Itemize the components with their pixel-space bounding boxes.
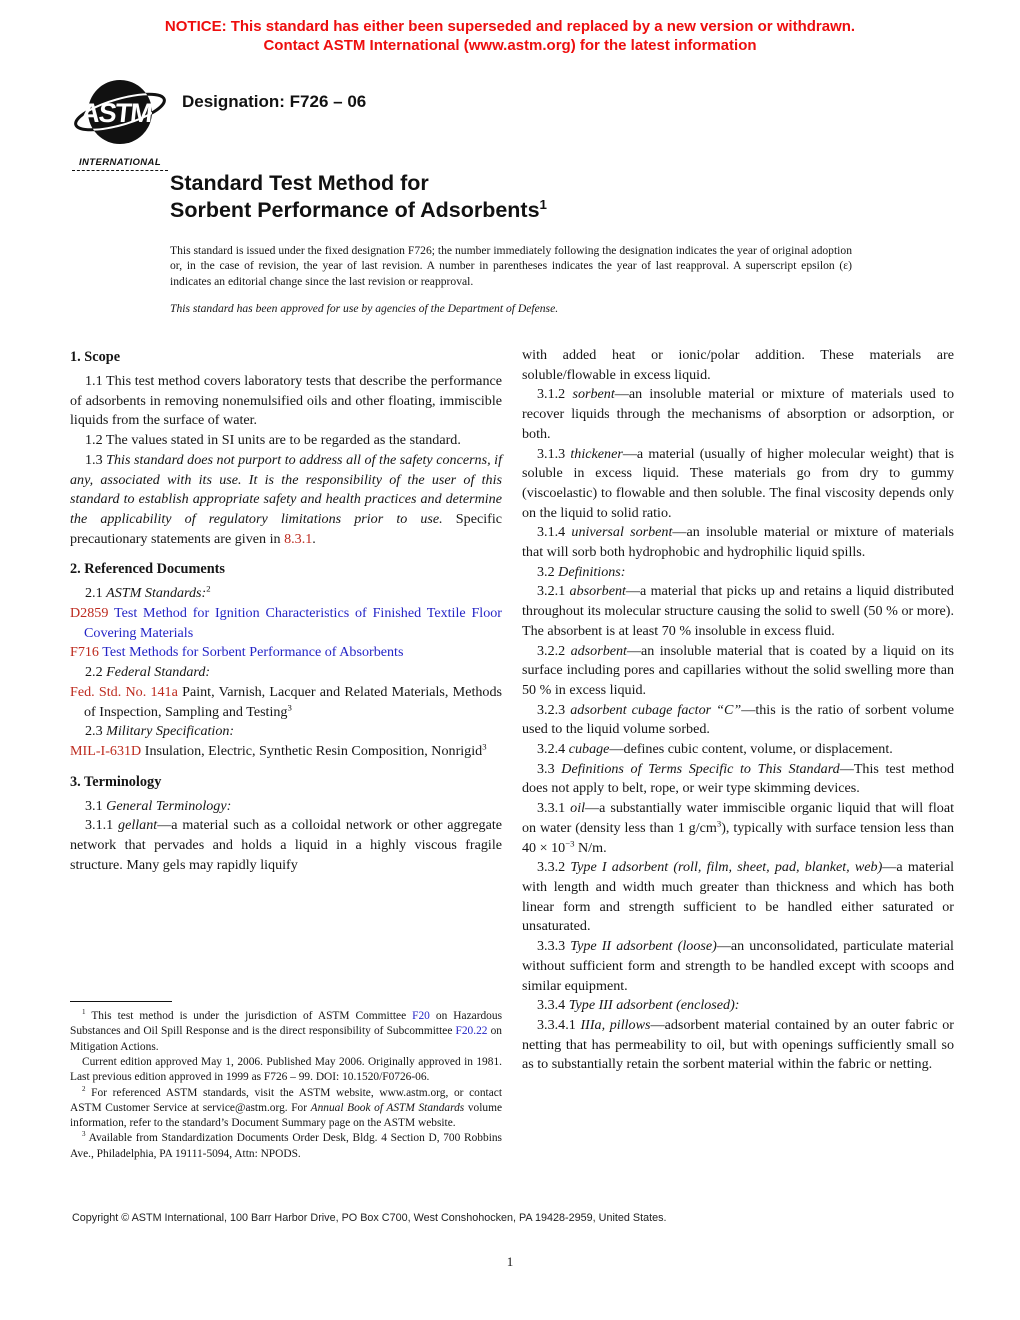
superscript-marker: 1 xyxy=(539,196,547,212)
text-run: —an insoluble material or mixture of materials that will sorb both hydrophobic and hydrophilic liquid spills. xyxy=(522,524,954,561)
dod-approval-note: This standard has been approved for use by agencies of the Department of Defense. xyxy=(170,302,559,315)
page-number: 1 xyxy=(506,1254,514,1269)
footnote-1b xyxy=(70,1055,502,1086)
para-3-1-4 xyxy=(522,523,954,562)
copyright-line: Copyright © ASTM International, 100 Barr Harbor Drive, PO Box C700, West Conshohocken, PA 19428-2959, United States. xyxy=(72,1212,667,1224)
para-3-1-1-continued xyxy=(522,346,954,385)
para-2-1 xyxy=(70,584,502,604)
text-run: —a material such as a colloidal network or other aggregate network that pervades and holds a liquid in a highly viscous fragile structure. Many gels may rapidly liquify xyxy=(70,817,502,873)
superscript-marker: 2 xyxy=(206,583,211,594)
right-column xyxy=(522,346,954,1162)
text-run: 3.2.3 xyxy=(537,701,571,718)
masthead xyxy=(72,76,366,171)
footnote-3 xyxy=(70,1131,502,1162)
para-3-2 xyxy=(522,563,954,583)
text-run: General Terminology: xyxy=(106,797,232,814)
astm-logo-subtitle: INTERNATIONAL xyxy=(72,157,168,171)
text-run: This test method is under the jurisdiction of ASTM Committee xyxy=(85,1010,413,1023)
para-1-3 xyxy=(70,451,502,550)
text-run: 2.1 xyxy=(85,585,107,602)
text-run: Definitions of Terms Specific to This Standard xyxy=(561,760,840,777)
para-1-2 xyxy=(70,431,502,451)
text-run: IIIa, pillows xyxy=(580,1016,651,1033)
text-run: 3.3.2 xyxy=(537,859,571,876)
text-run: Type I adsorbent (roll, film, sheet, pad, blanket, web) xyxy=(570,859,883,876)
text-run: 3.3.4 xyxy=(537,997,569,1014)
reference-link[interactable]: MIL-I-631D xyxy=(70,742,142,759)
text-run: —this is the ratio of sorbent volume used to the liquid volume sorbed. xyxy=(522,701,954,738)
para-3-2-4 xyxy=(522,740,954,760)
text-run: Annual Book of ASTM Standards xyxy=(310,1101,465,1114)
footnotes xyxy=(70,1001,502,1162)
para-3-1-3 xyxy=(522,445,954,524)
reference-link[interactable]: F716 xyxy=(70,644,99,661)
text-run: 3.2.4 xyxy=(537,741,569,758)
text-run: —a substantially water immiscible organic liquid that will float on water (density less than 1 g/cm xyxy=(522,800,954,836)
para-3-3-4 xyxy=(522,996,954,1016)
text-run: Definitions: xyxy=(558,563,626,580)
text-run: —a material with length and width much greater than thickness and which has both linear form and strength sufficient to be handled either saturated or unsaturated. xyxy=(522,859,954,935)
text-run: For referenced ASTM standards, visit the ASTM website, www.astm.org, or contact ASTM Customer Service at service@astm.org. For xyxy=(70,1086,502,1114)
reference-link[interactable]: Test Methods for Sorbent Performance of Absorbents xyxy=(102,644,404,661)
text-run: 3.1 xyxy=(85,797,107,814)
text-run: Type II adsorbent (loose) xyxy=(570,938,717,955)
para-3-3-3 xyxy=(522,937,954,996)
footnote-divider xyxy=(70,1001,172,1002)
left-column xyxy=(70,346,502,1162)
reference-link[interactable]: Fed. Std. No. 141a xyxy=(70,683,178,700)
text-run: —This test method does not apply to belt, rope, or weir type skimming devices. xyxy=(522,760,955,797)
text-run: thickener xyxy=(570,445,623,462)
para-2-2 xyxy=(70,663,502,683)
text-run: Federal Standard: xyxy=(106,664,211,681)
text-run: cubage xyxy=(568,741,610,758)
para-3-2-2 xyxy=(522,642,954,701)
superscript-marker: −3 xyxy=(565,837,575,848)
text-run: adsorbent cubage factor “C” xyxy=(570,701,742,718)
text-run: 3.3.3 xyxy=(537,938,571,955)
text-run: 1.1 This test method covers laboratory tests that describe the performance of adsorbents in removing nonemulsified oils and other floating, immiscible liquids from the surface of water. xyxy=(70,373,502,429)
text-run: 2.2 xyxy=(85,664,107,681)
superscript-marker: 3 xyxy=(482,741,487,752)
para-1-1 xyxy=(70,372,502,431)
section-3-heading: 3. Terminology xyxy=(70,773,162,790)
reference-fed-std-141a xyxy=(70,683,502,722)
para-3-3-2 xyxy=(522,858,954,937)
text-run: 3.1.1 xyxy=(85,817,119,834)
para-3-1-2 xyxy=(522,385,954,444)
para-3-2-3 xyxy=(522,701,954,740)
text-run: adsorbent xyxy=(570,642,627,659)
notice-line-1: NOTICE: This standard has either been superseded and replaced by a new version or withdrawn. xyxy=(164,18,856,35)
text-run: 3.1.3 xyxy=(537,445,571,462)
text-run: volume information, refer to the standard’s Document Summary page on the ASTM website. xyxy=(70,1101,503,1130)
para-3-3-4-1 xyxy=(522,1016,954,1075)
reference-d2859 xyxy=(70,604,502,643)
text-run: 3.2.2 xyxy=(537,642,571,659)
text-run: oil xyxy=(570,800,586,817)
section-1-heading: 1. Scope xyxy=(70,349,121,365)
supersession-notice xyxy=(0,18,1020,55)
text-run: —an insoluble material or mixture of materials used to recover liquids through the mechanisms of absorption or adsorption, or both. xyxy=(522,386,954,442)
text-run: Specific precautionary statements are given in xyxy=(70,510,502,547)
para-3-3 xyxy=(522,760,954,799)
astm-logo-text: ASTM xyxy=(79,97,154,128)
para-3-3-1 xyxy=(522,799,954,858)
superscript-marker: 1 xyxy=(82,1008,86,1017)
text-run: . xyxy=(312,530,316,547)
section-2-heading: 2. Referenced Documents xyxy=(70,561,225,578)
reference-link[interactable]: 8.3.1 xyxy=(284,530,313,547)
notice-line-2: Contact ASTM International (www.astm.org) for the latest information xyxy=(263,36,757,54)
designation-label: Designation: F726 – 06 xyxy=(182,92,367,111)
text-run: —a material that picks up and retains a liquid distributed throughout its molecular structure causing the solid to swell (50 % or more). The absorbent is at least 70 % insoluble in excess fluid. xyxy=(522,583,954,639)
text-run: on Mitigation Actions. xyxy=(70,1025,503,1053)
text-run: 3.2.1 xyxy=(537,583,570,600)
text-run: 2.3 xyxy=(85,723,107,740)
para-3-1 xyxy=(70,797,502,817)
text-run: —adsorbent material contained by an outer fabric or netting that has permeability to oil, but with openings sufficiently small so as to substantially retain the sorbent material within the fabric or netting. xyxy=(522,1016,955,1073)
reference-link[interactable]: F20 xyxy=(412,1010,430,1023)
superscript-marker: 3 xyxy=(82,1130,86,1139)
footnote-2 xyxy=(70,1086,502,1132)
text-run: 3.3.4.1 xyxy=(537,1016,581,1033)
astm-logo xyxy=(72,76,168,171)
text-run: on Hazardous Substances and Oil Spill Response and is the direct responsibility of Subcommittee xyxy=(70,1010,503,1038)
reference-mil-i-631d xyxy=(70,742,502,762)
text-run: 3.3.1 xyxy=(537,800,571,817)
text-run: —a material (usually of higher molecular weight) that is soluble in excess liquid. These materials go from dry to gummy (viscoelastic) to flowable and then soluble. The final viscosity depends only on the liquid to solid ratio. xyxy=(522,445,954,521)
text-run: —defines cubic content, volume, or displacement. xyxy=(609,741,893,758)
text-run: gellant xyxy=(118,817,158,834)
superscript-marker: 3 xyxy=(287,701,292,712)
text-run: This standard does not purport to address all of the safety concerns, if any, associated with its use. It is the responsibility of the user of this standard to establish appropriate safety and health practices and determine the applicability of regulatory limitations prior to use. xyxy=(70,451,502,527)
text-run: absorbent xyxy=(569,583,626,600)
text-run: —an insoluble material that is coated by a liquid on its surface including pores and capillaries without the solid swelling more than 50 % in excess liquid. xyxy=(522,642,954,698)
text-run: 3.1.4 xyxy=(537,524,572,541)
page-title xyxy=(170,170,547,224)
footnote-1a xyxy=(70,1009,502,1055)
title-line-1: Standard Test Method for xyxy=(170,171,429,195)
text-run: 3.2 xyxy=(537,563,559,580)
title-line-2 xyxy=(170,197,547,224)
text-run: 3.1.2 xyxy=(537,386,573,403)
text-run: ASTM Standards: xyxy=(106,585,207,602)
reference-link[interactable]: D2859 xyxy=(70,605,109,622)
text-run: Type III adsorbent (enclosed): xyxy=(568,997,740,1014)
text-run: 1.2 The values stated in SI units are to be regarded as the standard. xyxy=(85,432,461,449)
text-run: 1.3 xyxy=(85,451,107,468)
text-run: 3.3 xyxy=(537,760,562,777)
para-3-2-1 xyxy=(522,582,954,641)
body-columns xyxy=(70,346,954,1162)
text-run: —an unconsolidated, particulate material without sufficient form and strength to be handled except with scoops and similar equipment. xyxy=(522,938,954,994)
astm-logo-icon xyxy=(72,76,168,154)
para-3-1-1 xyxy=(70,816,502,875)
superscript-marker: 3 xyxy=(716,818,722,829)
text-run: sorbent xyxy=(572,386,615,403)
text-run: N/m. xyxy=(574,839,607,856)
text-run: Sorbent Performance of Adsorbents xyxy=(170,198,540,222)
superscript-marker: 2 xyxy=(82,1084,86,1093)
text-run: ), typically with surface tension less than 40 × 10 xyxy=(522,819,955,856)
reference-link[interactable]: F20.22 xyxy=(455,1025,488,1038)
text-run: Current edition approved May 1, 2006. Published May 2006. Originally approved in 1981. Last previous edition approved in 1999 as F726 – 99. DOI: 10.1520/F0726-06. xyxy=(70,1055,502,1084)
reference-f716 xyxy=(70,643,502,663)
text-run: Available from Standardization Documents Order Desk, Bldg. 4 Section D, 700 Robbins Ave., Philadelphia, PA 19111-5094, Attn: NPODS. xyxy=(70,1132,502,1160)
text-run: universal sorbent xyxy=(571,524,673,541)
reference-link[interactable]: Test Method for Ignition Characteristics of Finished Textile Floor Covering Materials xyxy=(84,605,502,641)
text-run: Military Specification: xyxy=(106,723,235,740)
para-2-3 xyxy=(70,722,502,742)
text-run: Paint, Varnish, Lacquer and Related Materials, Methods of Inspection, Sampling and Testing xyxy=(84,683,502,720)
issuance-note: This standard is issued under the fixed designation F726; the number immediately following the designation indicates the year of original adoption or, in the case of revision, the year of last revision. A number in parentheses indicates the year of last reapproval. A superscript epsilon (ε) indicates an editorial change since the last revision or reapproval. xyxy=(170,244,852,288)
text-run: Insulation, Electric, Synthetic Resin Composition, Nonrigid xyxy=(141,742,483,759)
text-run: with added heat or ionic/polar addition. These materials are soluble/flowable in excess liquid. xyxy=(522,347,954,383)
